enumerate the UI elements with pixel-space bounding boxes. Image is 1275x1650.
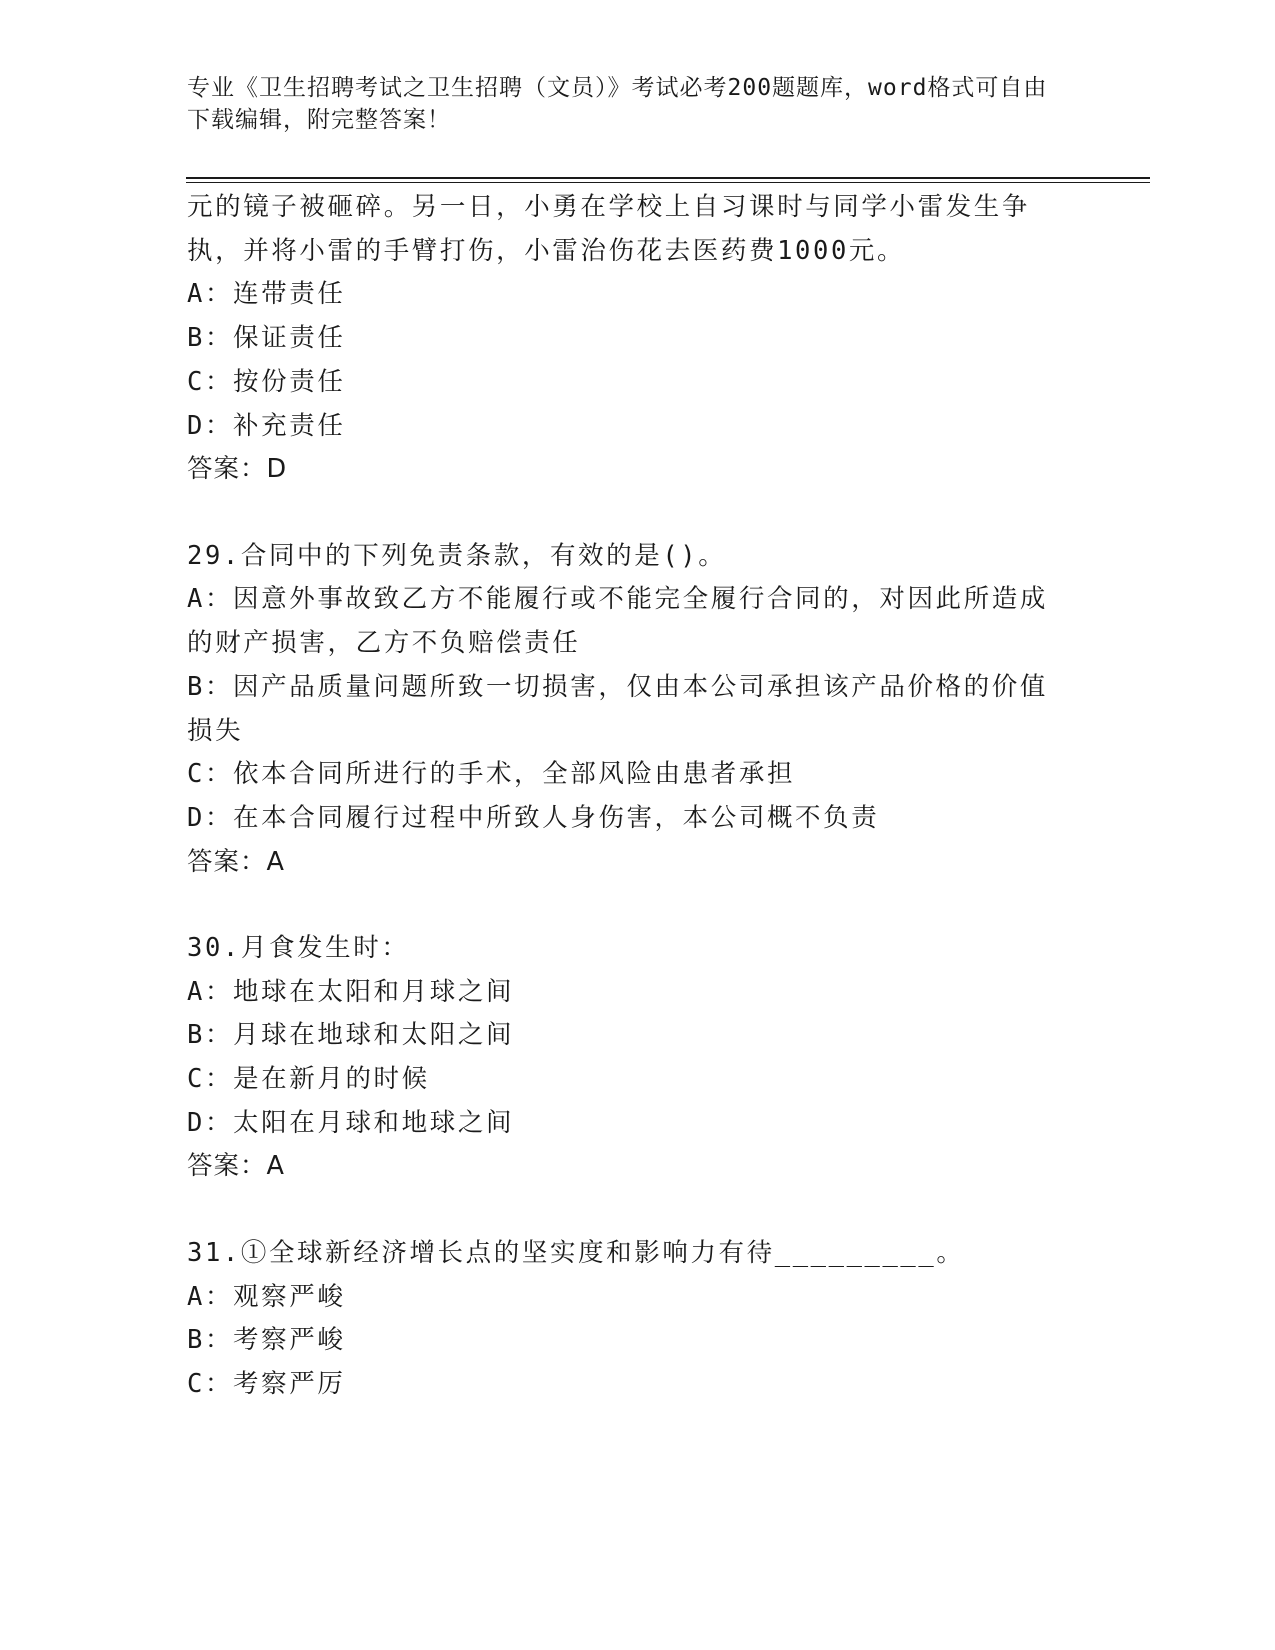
q29-option-c: C：依本合同所进行的手术，全部风险由患者承担	[187, 759, 796, 789]
q31-stem: 31.①全球新经济增长点的坚实度和影响力有待_________。	[187, 1238, 965, 1268]
q31-option-c: C：考察严厉	[187, 1369, 346, 1399]
q28-option-d: D：补充责任	[187, 411, 346, 441]
document-header: 专业《卫生招聘考试之卫生招聘（文员）》考试必考200题题库，word格式可自由下载编辑，附完整答案！	[187, 75, 1048, 133]
q30-answer: 答案：A	[187, 1151, 285, 1181]
q29-option-b-line-1: B：因产品质量问题所致一切损害，仅由本公司承担该产品价格的价值	[187, 672, 1048, 702]
q30-option-a: A：地球在太阳和月球之间	[187, 977, 515, 1007]
q29-option-a-line-1: A：因意外事故致乙方不能履行或不能完全履行合同的，对因此所造成	[187, 584, 1048, 614]
q28-stem-line-2: 执，并将小雷的手臂打伤，小雷治伤花去医药费1000元。	[187, 236, 906, 266]
q28-answer: 答案：D	[187, 454, 288, 484]
q29-option-d: D：在本合同履行过程中所致人身伤害，本公司概不负责	[187, 803, 880, 833]
q29-option-b-line-2: 损失	[187, 716, 244, 746]
q29-answer: 答案：A	[187, 847, 285, 877]
q30-stem: 30.月食发生时：	[187, 933, 410, 963]
q31-option-b: B：考察严峻	[187, 1325, 346, 1355]
q31-option-a: A：观察严峻	[187, 1282, 346, 1312]
q30-option-b: B：月球在地球和太阳之间	[187, 1020, 515, 1050]
q29-option-a-line-2: 的财产损害，乙方不负赔偿责任	[187, 628, 581, 658]
q29-stem: 29.合同中的下列免责条款，有效的是()。	[187, 541, 727, 571]
q28-option-a: A：连带责任	[187, 279, 346, 309]
q28-stem-line-1: 元的镜子被砸碎。另一日，小勇在学校上自习课时与同学小雷发生争	[187, 192, 1031, 222]
q30-option-c: C：是在新月的时候	[187, 1064, 430, 1094]
header-rule-thin	[186, 182, 1150, 183]
q30-option-d: D：太阳在月球和地球之间	[187, 1108, 515, 1138]
q28-option-b: B：保证责任	[187, 323, 346, 353]
q28-option-c: C：按份责任	[187, 367, 346, 397]
header-rule	[186, 177, 1150, 179]
